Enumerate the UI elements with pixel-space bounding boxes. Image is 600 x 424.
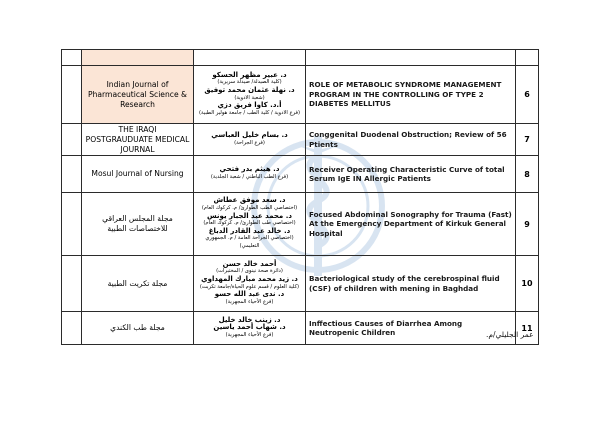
authors-cell: د. سعد موفق عطاش (اختصاصي الطب الطوارئ/ م. كركوك العام) د. محمد عبد الجبار يونس (اختصاصي طب الطوارئ/ م. كركوك العام) د. خالد عبد القادر الدباغ (اختصاصي الجراحة العامة / م. الجمهوري التعليمي): [194, 193, 306, 256]
row-number: 8: [516, 156, 539, 193]
table-row: [62, 312, 539, 345]
authors-cell: د. بسام خليل العباسي (فرع الجراحة): [194, 124, 306, 156]
table-row: [62, 156, 539, 193]
journal-name: مجلة طب الكندي: [82, 312, 194, 345]
journal-name: مجلة تكريت الطبية: [82, 256, 194, 312]
paper-title: Bacteriological study of the cerebrospinal fluid (CSF) of children with mening in Baghdad: [306, 256, 516, 312]
table-row: [62, 256, 539, 312]
table-row: [62, 124, 539, 156]
authors-cell: د. عبير مظهر الحسكو (كلية الصيدلة/ صيدلة سريرية) د. نهلة عثمان محمد توفيق (شعبة الادوية) أ.د. كاوا فريق دزي (فرع الادوية / كلية الطب / جامعة هولير الطبية): [194, 66, 306, 124]
journal-name: مجلة المجلس العراقي للاختصاصات الطبية: [82, 193, 194, 256]
journal-name: Indian Journal of Pharmaceutical Science & Research: [82, 66, 194, 124]
authors-cell: أحمد خالد حسن (دائرة صحة نينوى / المختبرات) د. زيد محمد مبارك المهداوي (كلية العلوم / قسم علوم الحياة/جامعة تكريت) د. ندى عبد الله حسو (فرع الأحياء المجهرية): [194, 256, 306, 312]
signature-note: عمر الجليلي/م.: [486, 330, 534, 339]
row-number: 6: [516, 66, 539, 124]
paper-title: Focused Abdominal Sonography for Trauma (Fast) At the Emergency Department of Kirkuk General Hospital: [306, 193, 516, 256]
authors-cell: د. زينب خالد خليل د. شهاب أحمد ياسين (فرع الأحياء المجهرية): [194, 312, 306, 345]
journal-name: Mosul Journal of Nursing: [82, 156, 194, 193]
table-row: [62, 50, 539, 66]
row-number: 9: [516, 193, 539, 256]
authors-cell: د. هيثم بدر فتحي (فرع الطب الباطني / شعبة الجلدية): [194, 156, 306, 193]
publications-table: [61, 49, 539, 345]
row-number: 7: [516, 124, 539, 156]
table-row: [62, 193, 539, 256]
paper-title: Receiver Operating Characteristic Curve of total Serum IgE IN Allergic Patients: [306, 156, 516, 193]
row-number: 10: [516, 256, 539, 312]
table-row: [62, 66, 539, 124]
paper-title: Conggenital Duodenal Obstruction; Review of 56 Ptients: [306, 124, 516, 156]
paper-title: Inffectious Causes of Diarrhea Among Neutropenic Children: [306, 312, 516, 345]
row-number: 11: [516, 312, 539, 345]
paper-title: ROLE OF METABOLIC SYNDROME MANAGEMENT PROGRAM IN THE CONTROLLING OF TYPE 2 DIABETES MELLITUS: [306, 66, 516, 124]
journal-name: THE IRAQI POSTGRAUDUATE MEDICAL JOURNAL: [82, 124, 194, 156]
